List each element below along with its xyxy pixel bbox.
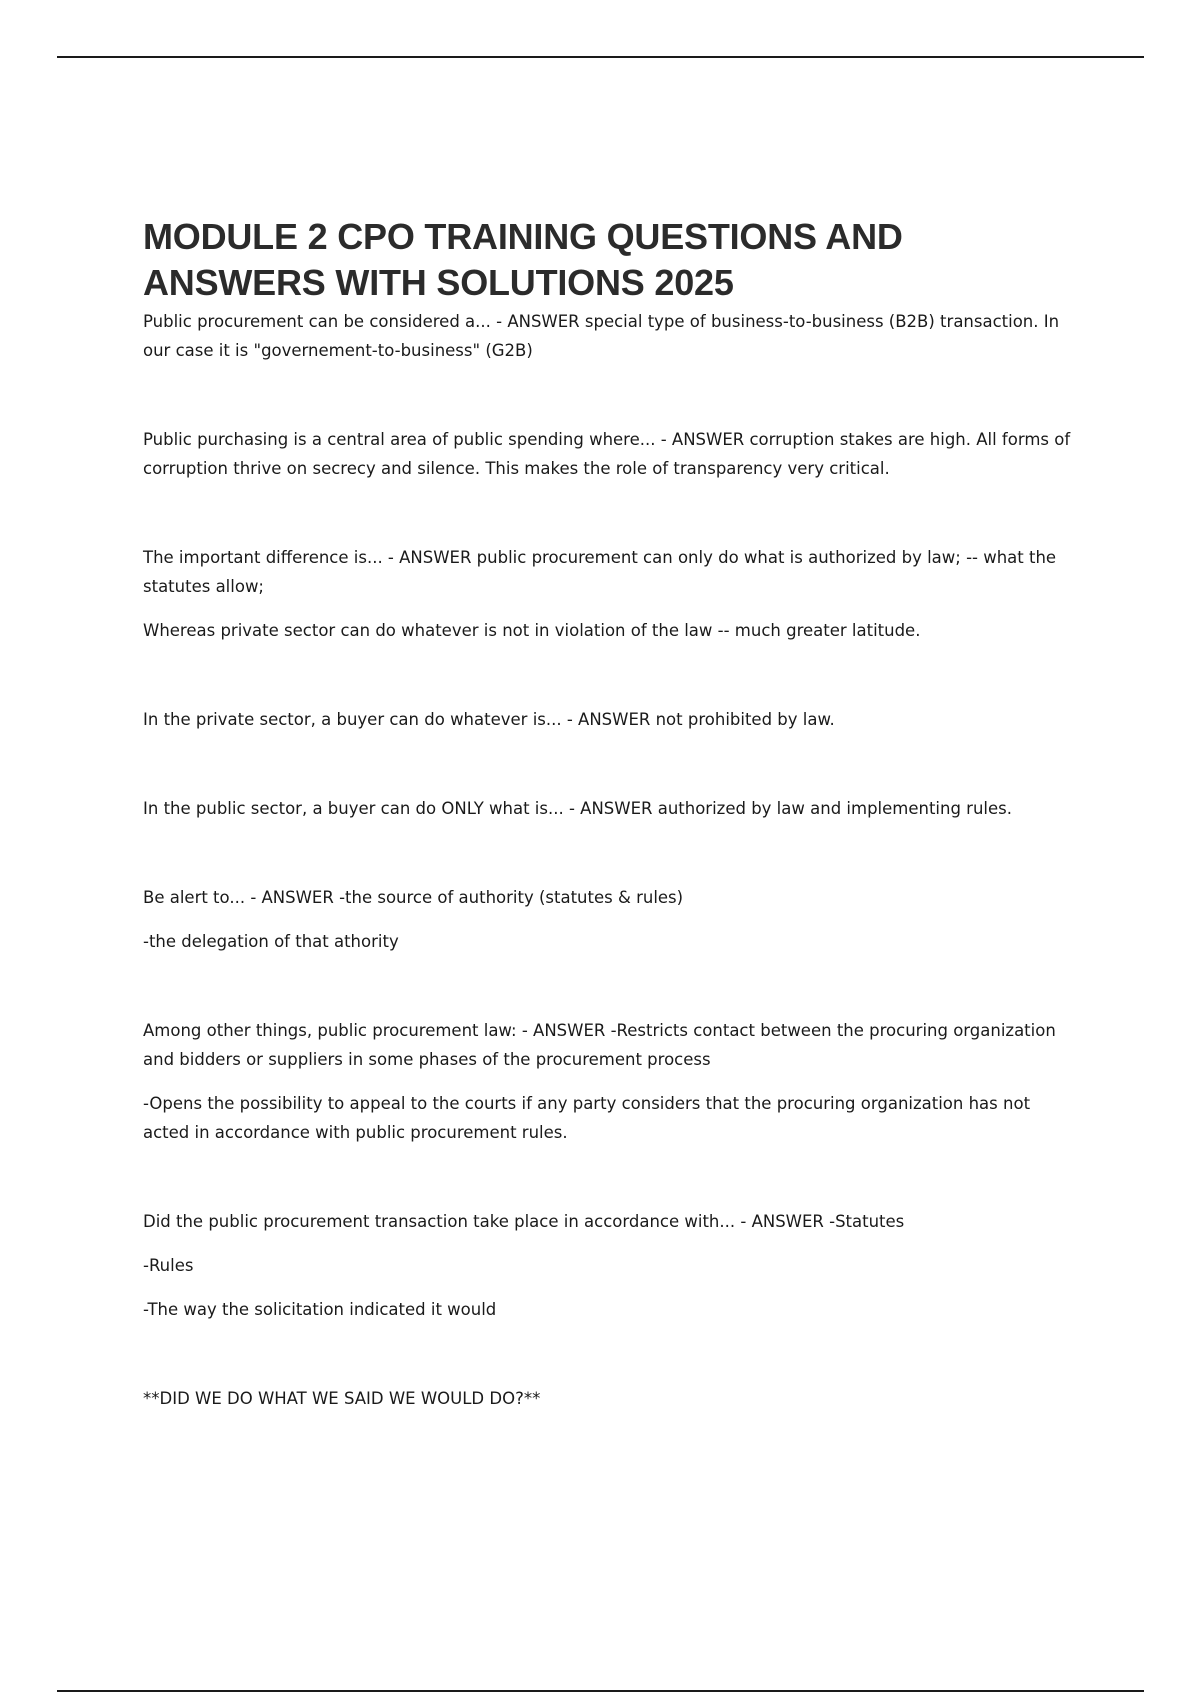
header-rule	[57, 56, 1144, 58]
document-title: MODULE 2 CPO TRAINING QUESTIONS AND ANSWERS WITH SOLUTIONS 2025	[143, 216, 903, 303]
qa-item-continuation: -the delegation of that athority	[143, 932, 399, 951]
qa-item-continuation: -Rules	[143, 1256, 194, 1275]
qa-item: Among other things, public procurement law: - ANSWER -Restricts contact between the procuring organization and bidders or suppliers in some phases of the procurement process	[143, 1021, 1056, 1069]
qa-item: Public purchasing is a central area of public spending where... - ANSWER corruption stakes are high. All forms of corruption thrive on secrecy and silence. This makes the role of transparency very critical.	[143, 430, 1071, 478]
qa-item: In the public sector, a buyer can do ONLY what is... - ANSWER authorized by law and implementing rules.	[143, 799, 1013, 818]
qa-item-continuation: -The way the solicitation indicated it would	[143, 1300, 497, 1319]
qa-item-continuation: -Opens the possibility to appeal to the courts if any party considers that the procuring organization has not acted in accordance with public procurement rules.	[143, 1094, 1031, 1142]
document-body	[143, 214, 1078, 1428]
qa-item: **DID WE DO WHAT WE SAID WE WOULD DO?**	[143, 1389, 541, 1408]
footer-rule	[57, 1690, 1144, 1692]
qa-list	[143, 307, 1078, 1413]
qa-item: Be alert to... - ANSWER -the source of authority (statutes & rules)	[143, 888, 684, 907]
qa-item: In the private sector, a buyer can do whatever is... - ANSWER not prohibited by law.	[143, 710, 835, 729]
qa-item: Public procurement can be considered a... - ANSWER special type of business-to-business (B2B) transaction. In our case it is "governement-to-business" (G2B)	[143, 312, 1060, 360]
qa-item: The important difference is... - ANSWER public procurement can only do what is authorized by law; -- what the statutes allow;	[143, 548, 1057, 596]
qa-item: Did the public procurement transaction take place in accordance with... - ANSWER -Statutes	[143, 1212, 905, 1231]
qa-item-continuation: Whereas private sector can do whatever is not in violation of the law -- much greater latitude.	[143, 621, 921, 640]
